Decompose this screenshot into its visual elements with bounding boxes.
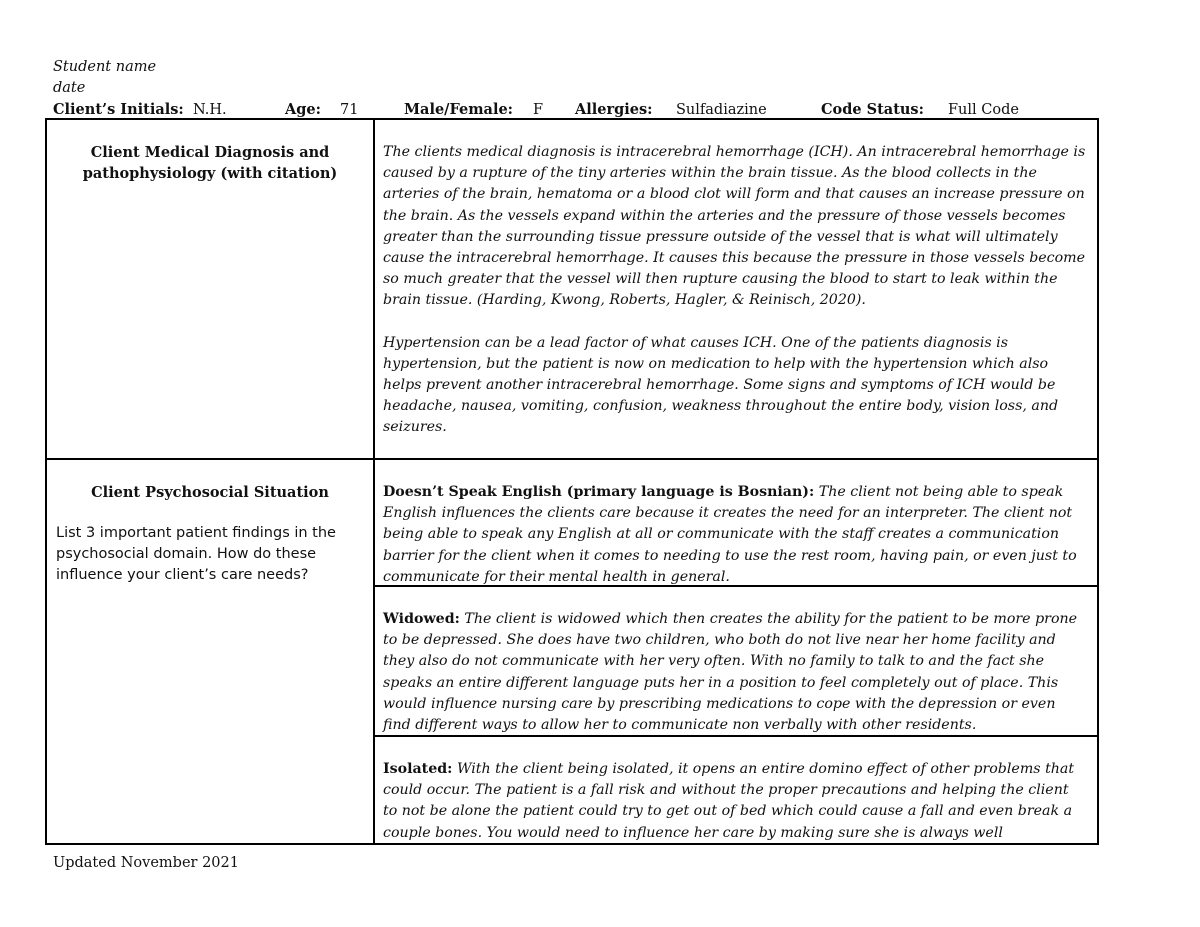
diagnosis-label-cell <box>46 119 374 459</box>
psychosocial-label-cell <box>46 459 374 844</box>
age-label: Age: <box>285 101 321 118</box>
allergies-label: Allergies: <box>575 101 653 118</box>
date-line: date <box>53 80 86 96</box>
footer-updated: Updated November 2021 <box>53 855 239 871</box>
finding-2-text: The client is widowed which then creates the ability for the patient to be more prone to be depressed. She does have two children, who both do not live near her home facility and they also do not communicate with her very often. With no family to talk to and the fact she speaks an entire different language puts her in a position to feel completely out of place. This would influence nursing care by prescribing medications to cope with the depression or even find different ways to allow her to communicate non verbally with other residents. <box>383 611 1078 734</box>
psychosocial-row <box>46 459 1098 844</box>
diagnosis-title: Client Medical Diagnosis and pathophysiology (with citation) <box>82 144 338 182</box>
code-status-value: Full Code <box>948 102 1019 118</box>
care-plan-table <box>45 118 1099 845</box>
age-value: 71 <box>340 102 359 118</box>
sex-label: Male/Female: <box>404 101 514 118</box>
psychosocial-prompt: List 3 important patient findings in the psychosocial domain. How do these influence your client’s care needs? <box>56 525 336 583</box>
student-name: Student name <box>53 59 157 75</box>
diagnosis-row <box>46 119 1098 459</box>
initials-value: N.H. <box>193 102 227 118</box>
diagnosis-paragraph-2: Hypertension can be a lead factor of what causes ICH. One of the patients diagnosis is hypertension, but the patient is now on medication to help with the hypertension which also helps prevent another intracerebral hemorrhage. Some signs and symptoms of ICH would be headache, nausea, vomiting, confusion, weakness throughout the entire body, vision loss, and seizures. <box>383 334 1059 436</box>
finding-3-label: Isolated: <box>383 761 453 777</box>
initials-label: Client’s Initials: <box>53 101 184 118</box>
psychosocial-title: Client Psychosocial Situation <box>91 484 329 501</box>
finding-1-text: The client not being able to speak English influences the clients care because it creates the need for an interpreter. The client not being able to speak any English at all or communicate with the staff creates a communication barrier for the client when it comes to needing to use the rest room, having pain, or even just to communicate for their mental health in general. <box>383 484 1077 585</box>
finding-1 <box>375 460 1097 587</box>
finding-2-label: Widowed: <box>383 611 460 627</box>
allergies-value: Sulfadiazine <box>676 102 767 118</box>
finding-2 <box>375 587 1097 737</box>
diagnosis-paragraph-1: The clients medical diagnosis is intracerebral hemorrhage (ICH). An intracerebral hemorrhage is caused by a rupture of the tiny arteries within the brain tissue. As the blood collects in the arteries of the brain, hematoma or a blood clot will form and that causes an increase pressure on the brain. As the vessels expand within the arteries and the pressure of those vessels becomes greater than the surrounding tissue pressure outside of the vessel that is what will ultimately cause the intracerebral hemorrhage. It causes this because the pressure in those vessels become so much greater that the vessel will then rupture causing the blood to start to leak within the brain tissue. (Harding, Kwong, Roberts, Hagler, & Reinisch, 2020). <box>383 144 1086 309</box>
sex-value: F <box>533 102 544 118</box>
diagnosis-content-cell <box>374 119 1098 459</box>
finding-3-text: With the client being isolated, it opens an entire domino effect of other problems that could occur. The patient is a fall risk and without the proper precautions and helping the client to not be alone the patient could try to get out of bed which could cause a fall and even break a couple bones. You would need to influence her care by making sure she is always well <box>383 761 1075 841</box>
code-status-label: Code Status: <box>821 101 924 118</box>
finding-3 <box>375 737 1097 843</box>
psychosocial-content-cell <box>374 459 1098 844</box>
finding-1-label: Doesn’t Speak English (primary language is Bosnian): <box>383 484 815 500</box>
